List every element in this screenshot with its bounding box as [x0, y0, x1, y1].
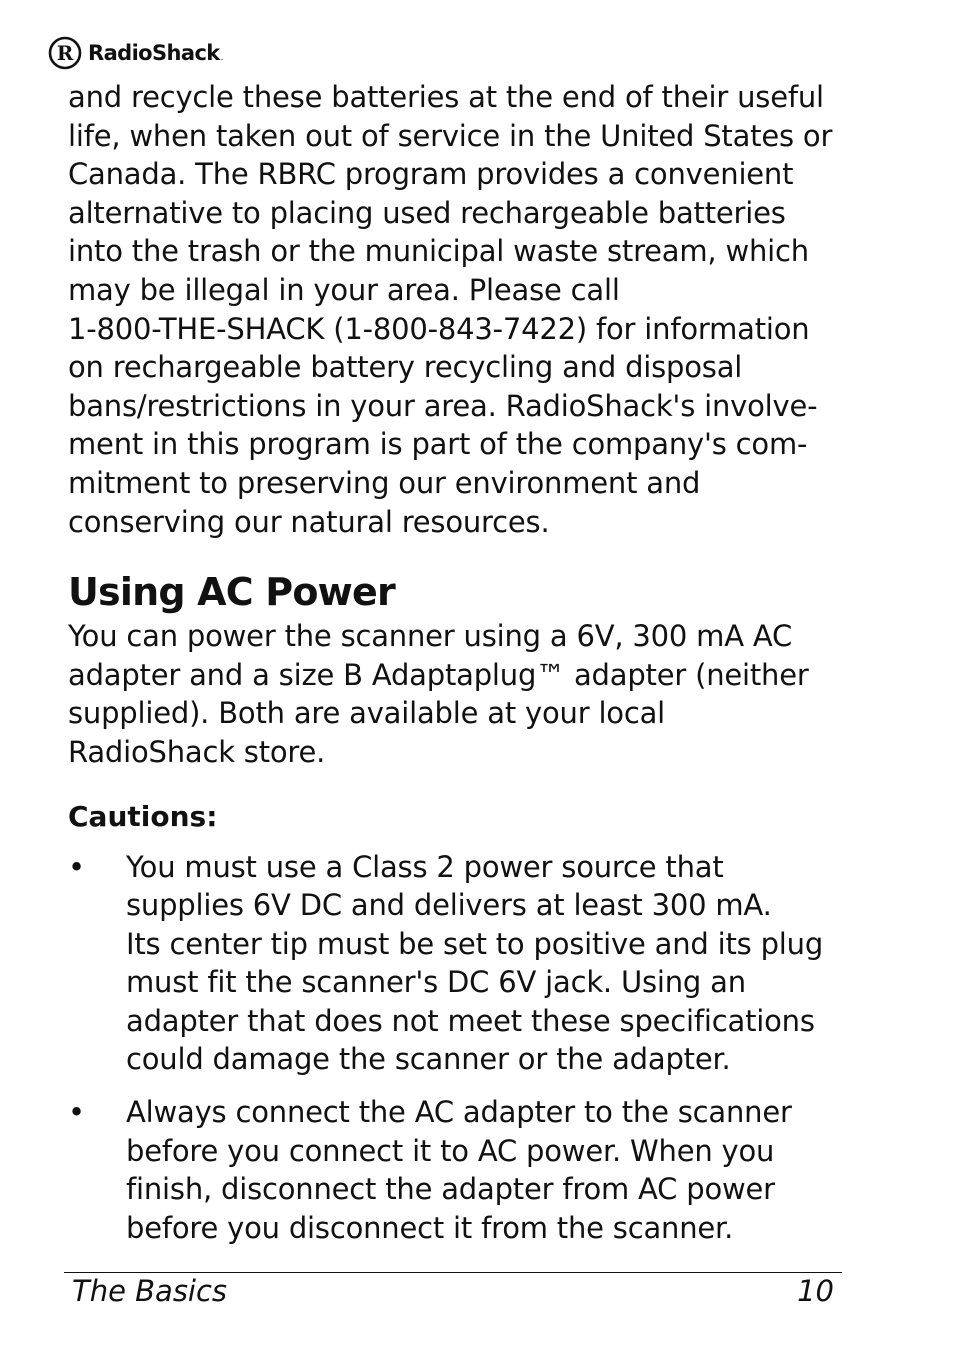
page-footer [64, 1272, 842, 1309]
caution-line: before you connect it to AC power. When you [126, 1133, 775, 1168]
section-line: You can power the scanner using a 6V, 300 mA AC [68, 619, 793, 654]
logo-trademark: . [220, 53, 223, 63]
footer-section-title: The Basics [72, 1274, 228, 1308]
radioshack-logo [48, 36, 223, 70]
section-paragraph [68, 617, 858, 771]
cautions-heading: Cautions: [68, 799, 218, 833]
caution-line: before you disconnect it from the scanner. [126, 1210, 734, 1245]
caution-item [68, 1093, 858, 1247]
caution-text [126, 848, 858, 1080]
page-content [68, 78, 858, 1261]
intro-line: life, when taken out of service in the United States or [68, 118, 833, 153]
page-number: 10 [797, 1274, 834, 1308]
section-line: RadioShack store. [68, 734, 326, 769]
caution-line: could damage the scanner or the adapter. [126, 1042, 731, 1077]
section-line: supplied). Both are available at your local [68, 696, 666, 731]
intro-paragraph [68, 78, 858, 541]
intro-line: alternative to placing used rechargeable batteries [68, 195, 786, 230]
caution-line: finish, disconnect the adapter from AC power [126, 1172, 775, 1207]
radioshack-r-icon [48, 36, 82, 70]
caution-line: supplies 6V DC and delivers at least 300 mA. [126, 888, 772, 923]
caution-line: adapter that does not meet these specifications [126, 1003, 815, 1038]
section-heading: Using AC Power [68, 570, 395, 615]
intro-line: into the trash or the municipal waste stream, which [68, 234, 809, 269]
intro-line: conserving our natural resources. [68, 504, 550, 539]
intro-line: Canada. The RBRC program provides a convenient [68, 157, 794, 192]
caution-line: Always connect the AC adapter to the scanner [126, 1095, 792, 1130]
caution-line: Its center tip must be set to positive and its plug [126, 926, 824, 961]
caution-text [126, 1093, 858, 1247]
caution-line: You must use a Class 2 power source that [126, 849, 724, 884]
bullet-icon: • [68, 1095, 86, 1130]
intro-line: bans/restrictions in your area. RadioShack's involve- [68, 388, 818, 423]
intro-line: 1-800-THE-SHACK (1-800-843-7422) for information [68, 311, 810, 346]
intro-line: may be illegal in your area. Please call [68, 272, 620, 307]
intro-line: ment in this program is part of the company's com- [68, 427, 808, 462]
cautions-list [68, 848, 858, 1248]
logo-wordmark: RadioShack. [88, 41, 223, 65]
intro-line: on rechargeable battery recycling and disposal [68, 350, 743, 385]
intro-line: and recycle these batteries at the end of their useful [68, 80, 824, 114]
caution-item [68, 848, 858, 1080]
section-line: adapter and a size B Adaptaplug™ adapter (neither [68, 657, 809, 692]
intro-line: mitment to preserving our environment and [68, 465, 701, 500]
svg-text:R: R [56, 41, 74, 65]
bullet-icon: • [68, 849, 86, 884]
caution-line: must fit the scanner's DC 6V jack. Using an [126, 965, 746, 1000]
